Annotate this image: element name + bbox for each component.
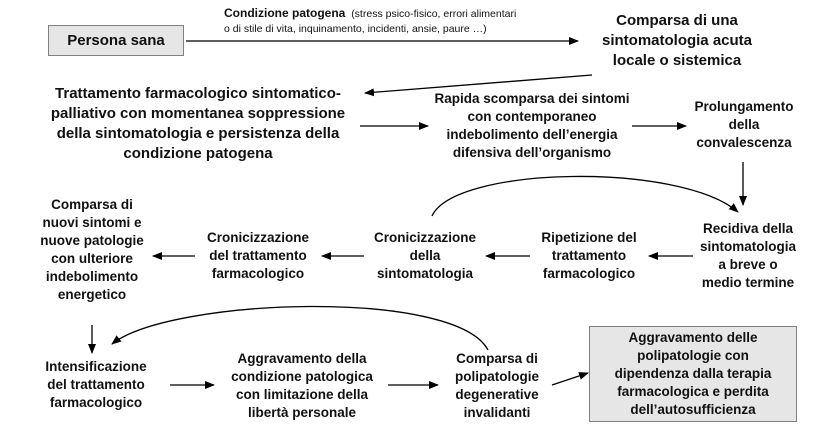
edge-label-line2: o di stile di vita, inquinamento, incidenti, ansie, paure …)	[224, 23, 487, 35]
edge-label-line1: (stress psico-fisico, errori alimentari	[351, 8, 517, 20]
node-cronicizzazione-sintomatologia: Cronicizzazione della sintomatologia	[373, 230, 476, 281]
node-trattamento-farmacologico: Trattamento farmacologico sintomatico- palliativo con momentanea soppressione della sintomatologia e persistenza della condizione patogena	[50, 85, 346, 162]
node-aggravamento-condizione: Aggravamento della condizione patologica con limitazione della libertà personale	[231, 351, 373, 420]
arrow-comparsa-polipatologie-loop-to-intensificazione	[112, 306, 488, 350]
node-comparsa-polipatologie: Comparsa di polipatologie degenerative invalidanti	[455, 351, 539, 420]
edge-label-condizione-patogena	[224, 6, 516, 21]
arrow-cronic-sint-loop-to-recidiva	[432, 176, 738, 216]
edge-label-line2-wrap	[224, 22, 487, 36]
node-prolungamento: Prolungamento della convalescenza	[694, 99, 794, 150]
node-comparsa-nuovi-sintomi: Comparsa di nuovi sintomi e nuove patologie con ulteriore indebolimento energetico	[40, 197, 144, 302]
node-intensificazione: Intensificazione del trattamento farmacologico	[45, 359, 147, 410]
node-persona-sana: Persona sana	[48, 25, 184, 56]
arrow-polipatologie-to-finale	[552, 373, 588, 385]
edge-label-title: Condizione patogena	[224, 6, 346, 20]
node-rapida-scomparsa: Rapida scomparsa dei sintomi con contemporaneo indebolimento dell’energia difensiva dell’organismo	[434, 91, 630, 160]
node-ripetizione: Ripetizione del trattamento farmacologico	[541, 230, 637, 281]
node-recidiva: Recidiva della sintomatologia a breve o medio termine	[699, 221, 796, 290]
node-comparsa-sintomatologia: Comparsa di una sintomatologia acuta locale o sistemica	[601, 12, 753, 69]
node-aggravamento-polipatologie: Aggravamento delle polipatologie con dipendenza dalla terapia farmacologica e perdita dell’autosufficienza	[589, 326, 797, 422]
node-cronicizzazione-trattamento: Cronicizzazione del trattamento farmacologico	[206, 230, 309, 281]
